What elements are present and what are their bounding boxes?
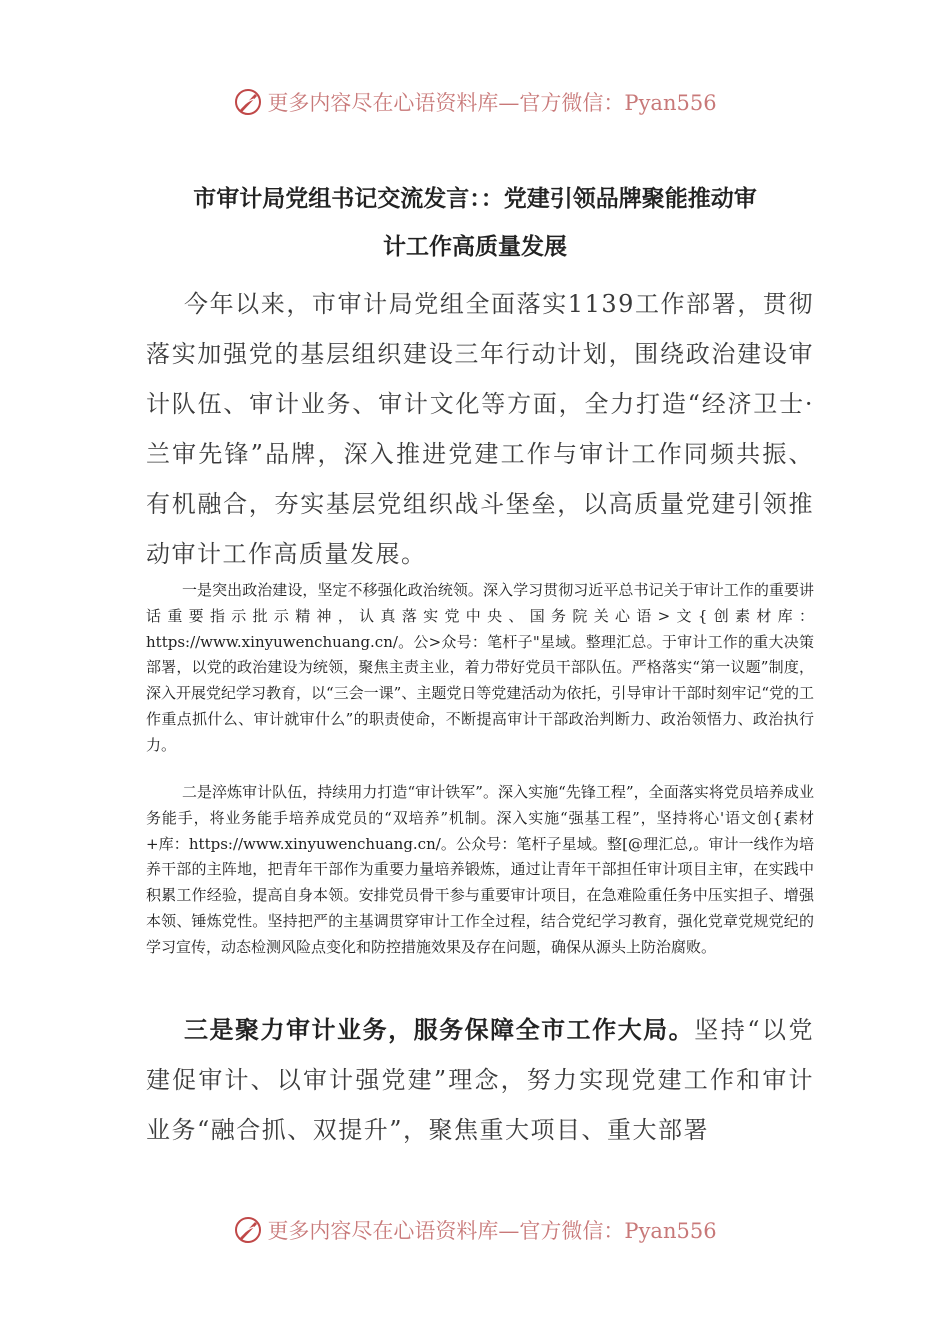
section3-lead: 三是聚力审计业务，服务保障全市工作大局。 xyxy=(184,1016,695,1044)
intro-text: 今年以来，市审计局党组全面落实1139工作部署，贯彻落实加强党的基层组织建设三年行动计划，围绕政治建设审计队伍、审计业务、审计文化等方面，全力打造“经济卫士·兰审先锋”品牌，深入推进党建工作与审计工作同频共振、有机融合，夯实基层党组织战斗堡垒，以高质量党建引领推动审计工作高质量发展。 xyxy=(146,290,814,568)
watermark-text: 更多内容尽在心语资料库—官方微信：Pyan556 xyxy=(267,1219,717,1243)
section2-text: 二是淬炼审计队伍，持续用力打造“审计铁军”。深入实施“先锋工程”，全面落实将党员培养成业务能手，将业务能手培养成党员的“双培养”机制。深入实施“强基工程”，坚持将心'语文创{素材+库：https://www.xinyuwenchuang.cn/。公众号：笔杆子星域。整[@理汇总,。审计一线作为培养干部的主阵地，把青年干部作为重要力量培养锻炼，通过让青年干部担任审计项目主审，在实践中积累工作经验，提高自身本领。安排党员骨干参与重要审计项目，在急难险重任务中压实担子、增强本领、锤炼党性。坚持把严的主基调贯穿审计工作全过程，结合党纪学习教育，强化党章党规党纪的学习宣传，动态检测风险点变化和防控措施效果及存在问题，确保从源头上防治腐败。 xyxy=(146,783,814,956)
watermark-text: 更多内容尽在心语资料库—官方微信：Pyan556 xyxy=(267,91,717,115)
section3-paragraph xyxy=(146,1005,814,1155)
section1-text: 一是突出政治建设，坚定不移强化政治统领。深入学习贯彻习近平总书记关于审计工作的重要讲话重要指示批示精神，认真落实党中央、国务院关心语>文{创素材库：https://www.xinyuwenchuang.cn/。公>众号：笔杆子"星域。整理汇总。于审计工作的重大决策部署，以党的政治建设为统领，聚焦主责主业，着力带好党员干部队伍。严格落实“第一议题”制度，深入开展党纪学习教育，以“三会一课”、主题党日等党建活动为依托，引导审计干部时刻牢记“党的工作重点抓什么、审计就审什么”的职责使命，不断提高审计干部政治判断力、政治领悟力、政治执行力。 xyxy=(146,581,815,754)
watermark-banner-top xyxy=(0,82,950,122)
section3-body: 坚持“以党建促审计、以审计强党建”理念，努力实现党建工作和审计业务“融合抓、双提升”，聚焦重大项目、重大部署 xyxy=(146,1016,814,1144)
watermark-banner-bottom xyxy=(0,1210,950,1250)
section2-paragraph xyxy=(146,780,814,961)
document-title-line2: 计工作高质量发展 xyxy=(383,234,567,260)
quill-logo-icon xyxy=(233,1215,263,1245)
section1-paragraph xyxy=(146,578,814,759)
document-title-line1: 市审计局党组书记交流发言：：党建引领品牌聚能推动审 xyxy=(193,186,757,212)
intro-paragraph xyxy=(146,279,814,579)
quill-logo-icon xyxy=(233,87,263,117)
